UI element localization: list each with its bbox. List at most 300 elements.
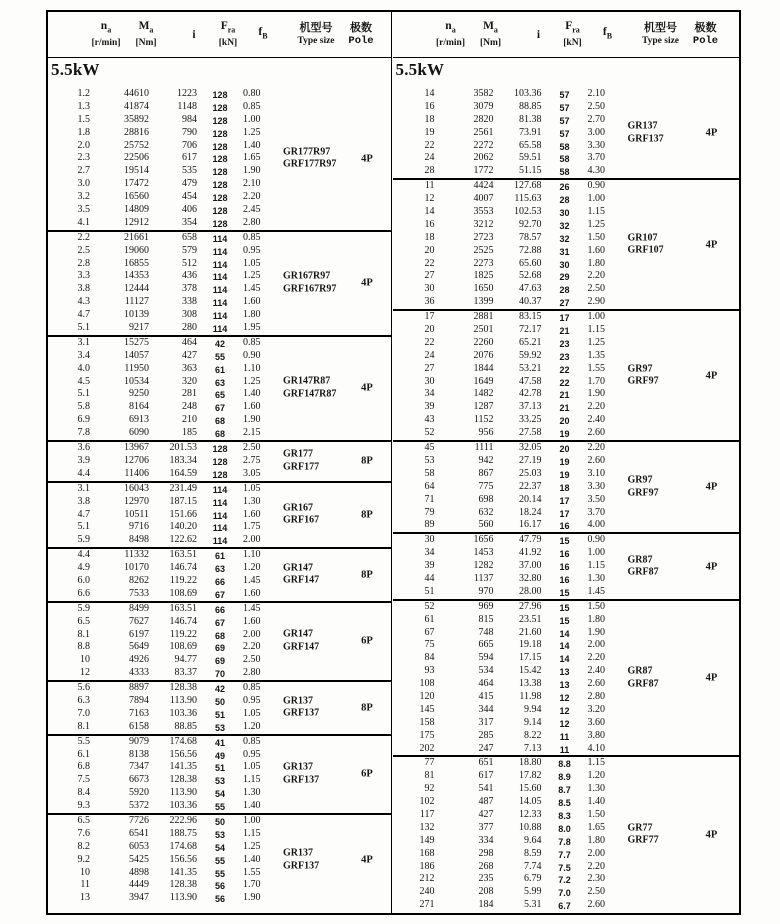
cell-fb: 2.15	[243, 427, 261, 439]
table-row	[48, 401, 391, 414]
cell-i: 406	[182, 204, 197, 216]
cell-ma: 1287	[473, 401, 494, 413]
cell-ma: 3582	[473, 88, 494, 99]
cell-i: 41.92	[519, 547, 542, 559]
cell-na: 4.3	[77, 296, 90, 308]
cell-ma: 25752	[124, 139, 149, 151]
table-row	[48, 309, 391, 322]
cell-na: 89	[424, 519, 435, 531]
cell-ma: 775	[478, 480, 494, 492]
cell-na: 92	[424, 783, 435, 795]
cell-ma: 2076	[473, 349, 494, 361]
cell-na: 9.2	[77, 853, 90, 865]
table-row	[48, 682, 391, 695]
cell-fra: 26	[559, 182, 570, 193]
table-row	[48, 534, 391, 547]
cell-fb: 1.15	[587, 757, 605, 769]
cell-fb: 1.40	[243, 853, 261, 865]
cell-fra: 8.3	[558, 810, 571, 821]
cell-fb: 1.05	[243, 707, 261, 719]
cell-ma: 6913	[129, 414, 149, 426]
table-row	[48, 88, 391, 101]
header-col-na: $n_a$ [r/min]	[435, 19, 466, 49]
cell-na: 9.3	[77, 800, 90, 812]
cell-fb: 1.00	[587, 547, 605, 559]
cell-fb: 1.70	[587, 375, 605, 387]
cell-na: 36	[424, 296, 435, 308]
cell-fra: 128	[212, 115, 228, 126]
cell-i: 231.49	[169, 482, 197, 494]
cell-fra: 20	[559, 416, 570, 427]
cell-ma: 1111	[474, 442, 494, 454]
cell-ma: 334	[478, 834, 494, 846]
cell-ma: 14353	[124, 270, 149, 282]
cell-fra: 30	[559, 208, 570, 219]
table-row	[48, 641, 391, 654]
cell-fb: 1.55	[243, 866, 261, 878]
cell-ma: 1282	[473, 560, 494, 572]
cell-i: 19.18	[519, 639, 542, 651]
table-row	[48, 140, 391, 153]
cell-i: 17.82	[519, 770, 542, 782]
cell-fb: 3.70	[587, 506, 605, 518]
cell-ma: 12444	[124, 283, 149, 295]
cell-i: 174.68	[169, 735, 197, 747]
cell-ma: 44610	[124, 88, 149, 99]
cell-fb: 1.00	[243, 113, 261, 125]
cell-fb: 2.80	[587, 690, 605, 702]
header-col-fra: $F_{ra}$ [kN]	[563, 19, 582, 49]
table-row	[48, 879, 391, 892]
table-row	[393, 899, 740, 912]
cell-fb: 1.15	[243, 827, 261, 839]
table-row	[393, 873, 740, 886]
cell-i: 9.94	[524, 703, 542, 715]
cell-i: 40.37	[519, 296, 542, 308]
cell-fb: 2.50	[243, 442, 261, 454]
cell-fb: 1.35	[587, 349, 605, 361]
cell-fra: 29	[559, 272, 570, 283]
cell-fra: 69	[214, 656, 225, 667]
cell-fra: 114	[212, 298, 228, 309]
cell-i: 32.05	[519, 442, 542, 454]
rating-group	[393, 88, 740, 178]
type-size-label: GR97 GRF97	[627, 363, 659, 387]
table-row	[393, 165, 740, 178]
cell-na: 18	[424, 113, 435, 125]
cell-fra: 32	[559, 233, 570, 244]
cell-ma: 2273	[473, 257, 494, 269]
cell-ma: 1825	[473, 270, 494, 282]
table-row	[48, 575, 391, 588]
cell-ma: 5920	[129, 787, 149, 799]
cell-fra: 70	[214, 669, 225, 680]
cell-i: 23.51	[519, 613, 542, 625]
cell-na: 75	[424, 639, 435, 651]
cell-ma: 19060	[124, 244, 149, 256]
cell-i: 1148	[177, 100, 197, 112]
cell-fb: 1.65	[243, 152, 261, 164]
cell-na: 3.2	[77, 191, 90, 203]
cell-ma: 651	[478, 757, 494, 769]
table-row	[393, 376, 740, 389]
cell-fb: 1.20	[243, 720, 261, 732]
cell-na: 51	[424, 585, 435, 597]
cell-ma: 5372	[129, 800, 149, 812]
cell-fb: 1.40	[243, 388, 261, 400]
table-row	[48, 322, 391, 335]
cell-ma: 534	[478, 665, 494, 677]
cell-fb: 1.10	[243, 549, 261, 561]
pole-label: 4P	[361, 854, 373, 866]
cell-fra: 68	[214, 429, 225, 440]
cell-ma: 4449	[129, 879, 149, 891]
cell-na: 77	[424, 757, 435, 769]
cell-i: 248	[182, 401, 197, 413]
table-row	[48, 296, 391, 309]
cell-fra: 13	[559, 667, 570, 678]
pole-label: 4P	[705, 561, 718, 572]
table-row	[48, 414, 391, 427]
cell-i: 52.68	[519, 270, 542, 282]
cell-i: 94.77	[174, 654, 197, 666]
cell-i: 32.80	[519, 572, 542, 584]
cell-ma: 969	[478, 600, 494, 612]
table-row	[393, 180, 740, 193]
header-col-i: i	[536, 28, 541, 41]
cell-fra: 6.7	[558, 901, 571, 912]
cell-na: 24	[424, 152, 435, 164]
cell-ma: 35892	[124, 113, 149, 125]
header-col-ma: $M_a$ [Nm]	[135, 19, 157, 49]
table-row	[393, 809, 740, 822]
table-row	[48, 165, 391, 178]
table-row	[48, 455, 391, 468]
cell-na: 6.1	[77, 748, 90, 760]
cell-fb: 1.50	[587, 231, 605, 243]
cell-i: 15.42	[519, 665, 542, 677]
cell-i: 183.34	[169, 454, 197, 466]
cell-fra: 55	[214, 802, 225, 813]
table-row	[48, 815, 391, 828]
cell-i: 22.37	[519, 480, 542, 492]
cell-fb: 4.10	[587, 742, 605, 754]
cell-fra: 54	[214, 842, 225, 853]
cell-fra: 19	[559, 429, 570, 440]
cell-i: 140.20	[169, 521, 197, 533]
cell-na: 16	[424, 100, 435, 112]
pole-label: 4P	[361, 382, 373, 394]
table-row	[48, 654, 391, 667]
cell-na: 16	[424, 218, 435, 230]
cell-na: 64	[424, 480, 435, 492]
cell-fb: 2.80	[243, 216, 261, 228]
header-col-fra: $F_{ra}$ [kN]	[218, 19, 238, 49]
cell-ma: 867	[478, 467, 494, 479]
cell-fra: 28	[559, 195, 570, 206]
cell-fb: 2.70	[587, 113, 605, 125]
pole-label: 4P	[705, 481, 718, 493]
cell-fb: 1.15	[243, 774, 261, 786]
cell-i: 535	[182, 165, 197, 177]
cell-i: 185	[182, 427, 197, 439]
cell-fra: 67	[214, 403, 225, 414]
table-row	[48, 232, 391, 245]
cell-fb: 1.25	[587, 218, 605, 230]
rating-group	[48, 230, 391, 335]
cell-fb: 2.00	[587, 639, 605, 651]
table-row	[48, 283, 391, 296]
header-col-type: 机型号 Type size	[297, 21, 335, 46]
cell-fra: 128	[212, 444, 228, 455]
pole-label: 4P	[705, 829, 718, 841]
cell-i: 108.69	[169, 641, 197, 653]
cell-ma: 184	[478, 899, 494, 911]
cell-fra: 114	[212, 484, 228, 495]
cell-i: 113.90	[169, 892, 197, 904]
cell-ma: 698	[478, 493, 494, 505]
table-row	[48, 667, 391, 680]
table-row	[48, 101, 391, 114]
cell-fra: 128	[212, 102, 228, 113]
cell-fb: 1.90	[243, 892, 261, 904]
cell-ma: 268	[478, 860, 494, 872]
cell-fra: 7.8	[558, 836, 571, 847]
cell-na: 44	[424, 572, 435, 584]
cell-ma: 815	[478, 613, 494, 625]
cell-fb: 1.90	[587, 626, 605, 638]
cell-i: 47.63	[519, 283, 542, 295]
cell-na: 19	[424, 126, 435, 138]
cell-fb: 3.70	[587, 152, 605, 164]
cell-fb: 3.30	[587, 480, 605, 492]
cell-i: 188.75	[169, 827, 197, 839]
cell-ma: 560	[478, 519, 494, 531]
table-row	[393, 324, 740, 337]
cell-ma: 10170	[124, 562, 149, 574]
cell-fb: 0.85	[243, 231, 261, 243]
cell-ma: 2561	[473, 126, 494, 138]
table-row	[393, 296, 740, 309]
rating-table-frame	[46, 10, 741, 915]
cell-na: 39	[424, 560, 435, 572]
cell-fra: 128	[212, 469, 228, 480]
table-row	[48, 616, 391, 629]
cell-fra: 53	[214, 722, 225, 733]
cell-ma: 8262	[129, 574, 149, 586]
cell-i: 59.51	[519, 152, 542, 164]
cell-na: 2.7	[77, 165, 90, 177]
rating-group	[48, 734, 391, 813]
cell-fb: 1.60	[243, 587, 261, 599]
cell-fra: 19	[559, 469, 570, 480]
cell-fra: 16	[559, 562, 570, 573]
cell-ma: 7726	[129, 814, 149, 826]
cell-i: 174.68	[169, 840, 197, 852]
cell-ma: 617	[478, 770, 494, 782]
cell-i: 617	[182, 152, 197, 164]
cell-ma: 285	[478, 729, 494, 741]
cell-ma: 3079	[473, 100, 494, 112]
cell-i: 146.74	[169, 615, 197, 627]
table-row	[393, 127, 740, 140]
cell-i: 27.19	[519, 454, 542, 466]
cell-i: 454	[182, 191, 197, 203]
cell-na: 34	[424, 547, 435, 559]
cell-fra: 57	[559, 128, 570, 139]
cell-ma: 298	[478, 847, 494, 859]
cell-i: 20.14	[519, 493, 542, 505]
cell-fra: 114	[212, 233, 228, 244]
cell-i: 8.59	[524, 847, 542, 859]
cell-fb: 1.40	[243, 139, 261, 151]
cell-fra: 67	[214, 589, 225, 600]
table-row	[393, 743, 740, 756]
cell-fb: 1.30	[243, 495, 261, 507]
cell-fra: 68	[214, 630, 225, 641]
cell-ma: 247	[478, 742, 494, 754]
cell-fra: 7.5	[558, 862, 571, 873]
cell-ma: 10139	[124, 309, 149, 321]
cell-i: 141.35	[169, 761, 197, 773]
cell-ma: 632	[478, 506, 494, 518]
cell-ma: 16560	[124, 191, 149, 203]
cell-na: 5.8	[77, 401, 90, 413]
cell-fra: 63	[214, 377, 225, 388]
cell-fra: 11	[559, 744, 570, 755]
table-row	[393, 547, 740, 560]
cell-na: 4.4	[77, 549, 90, 561]
cell-na: 4.7	[77, 309, 90, 321]
table-row	[48, 549, 391, 562]
cell-ma: 19514	[124, 165, 149, 177]
cell-na: 4.5	[77, 375, 90, 387]
cell-fra: 14	[559, 628, 570, 639]
cell-ma: 2820	[473, 113, 494, 125]
cell-fb: 3.10	[587, 467, 605, 479]
cell-i: 5.99	[524, 886, 542, 898]
cell-na: 117	[419, 808, 435, 820]
table-row	[393, 770, 740, 783]
cell-i: 83.15	[519, 311, 542, 323]
header-col-ma: $M_a$ [Nm]	[479, 19, 502, 49]
cell-ma: 5649	[129, 641, 149, 653]
cell-fb: 2.60	[587, 454, 605, 466]
cell-fra: 12	[559, 692, 570, 703]
cell-fb: 2.20	[243, 641, 261, 653]
cell-fb: 1.45	[243, 602, 261, 614]
cell-i: 427	[182, 349, 197, 361]
cell-fb: 4.00	[587, 519, 605, 531]
cell-i: 790	[182, 126, 197, 138]
cell-fra: 30	[559, 259, 570, 270]
cell-i: 436	[182, 270, 197, 282]
cell-na: 13	[80, 892, 90, 904]
cell-fb: 1.00	[587, 311, 605, 323]
pole-label: 4P	[705, 672, 718, 684]
cell-i: 65.60	[519, 257, 542, 269]
table-row	[393, 601, 740, 614]
cell-i: 151.66	[169, 508, 197, 520]
cell-fb: 1.60	[243, 508, 261, 520]
cell-i: 7.13	[524, 742, 542, 754]
cell-ma: 12706	[124, 454, 149, 466]
cell-na: 30	[424, 375, 435, 387]
table-row	[393, 88, 740, 101]
cell-fb: 2.00	[243, 534, 261, 546]
cell-na: 4.4	[77, 467, 90, 479]
cell-fb: 0.85	[243, 735, 261, 747]
cell-i: 479	[182, 178, 197, 190]
table-row	[393, 519, 740, 532]
cell-fb: 1.60	[243, 296, 261, 308]
cell-i: 354	[182, 216, 197, 228]
cell-i: 113.90	[169, 787, 197, 799]
cell-na: 3.5	[77, 204, 90, 216]
header-col-fb: $f_B$	[258, 26, 268, 41]
cell-i: 163.51	[169, 602, 197, 614]
cell-na: 145	[419, 703, 435, 715]
table-row	[48, 774, 391, 787]
cell-na: 11	[424, 180, 435, 192]
cell-fra: 114	[212, 285, 228, 296]
cell-na: 52	[424, 427, 435, 439]
cell-fb: 1.15	[587, 206, 605, 218]
cell-fra: 8.5	[558, 798, 571, 809]
cell-na: 8.1	[77, 628, 90, 640]
cell-fra: 56	[214, 894, 225, 905]
type-size-label: GR137 GRF137	[283, 695, 320, 719]
cell-i: 281	[182, 388, 197, 400]
cell-na: 8.1	[77, 720, 90, 732]
cell-na: 67	[424, 626, 435, 638]
cell-ma: 8897	[129, 682, 149, 694]
cell-ma: 2272	[473, 139, 494, 151]
cell-fra: 17	[559, 495, 570, 506]
cell-i: 579	[182, 244, 197, 256]
cell-fb: 2.30	[587, 873, 605, 885]
table-row	[393, 311, 740, 324]
cell-i: 6.79	[524, 873, 542, 885]
table-row	[48, 191, 391, 204]
cell-na: 5.6	[77, 682, 90, 694]
table-row	[48, 350, 391, 363]
cell-fb: 1.45	[243, 283, 261, 295]
table-row	[48, 388, 391, 401]
type-size-label: GR177R97 GRF177R97	[283, 146, 337, 170]
cell-fb: 1.30	[587, 572, 605, 584]
table-row	[48, 127, 391, 140]
cell-ma: 464	[478, 678, 494, 690]
pole-label: 4P	[705, 370, 718, 382]
cell-fra: 16	[559, 549, 570, 560]
header-col-type: 机型号 Type size	[641, 21, 680, 46]
header-col-pole: 极数 Pole	[348, 21, 374, 47]
cell-i: 113.90	[169, 694, 197, 706]
cell-fb: 1.30	[587, 783, 605, 795]
cell-i: 18.24	[519, 506, 542, 518]
cell-na: 6.5	[77, 615, 90, 627]
cell-fra: 66	[214, 576, 225, 587]
cell-fra: 42	[214, 338, 225, 349]
cell-ma: 4424	[473, 180, 494, 192]
cell-i: 128.38	[169, 879, 197, 891]
table-row	[48, 496, 391, 509]
cell-i: 338	[182, 296, 197, 308]
cell-na: 240	[419, 886, 435, 898]
cell-ma: 1656	[473, 534, 494, 546]
cell-na: 6.9	[77, 414, 90, 426]
